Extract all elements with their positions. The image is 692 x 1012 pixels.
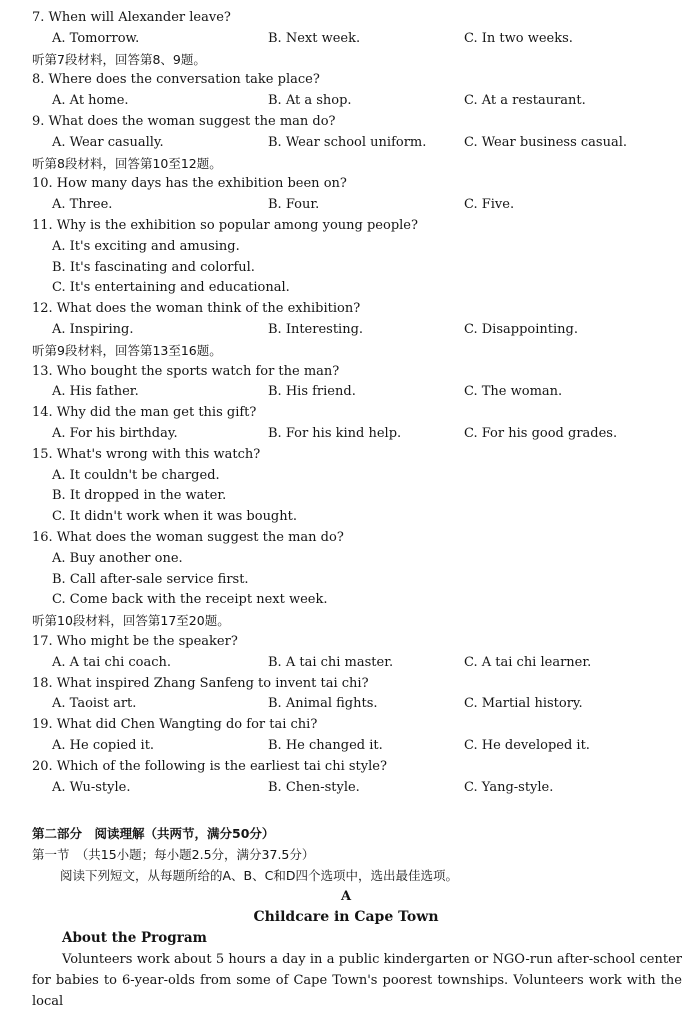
answer-option: C. It didn't work when it was bought. — [52, 509, 297, 525]
answer-option: A. For his birthday. — [52, 426, 178, 441]
answer-option: C. Come back with the receipt next week. — [52, 592, 328, 608]
question-text: 18. What inspired Zhang Sanfeng to invent tai chi? — [32, 675, 369, 691]
answer-option: C. He developed it. — [464, 738, 590, 753]
part2-heading: 第二部分 阅读理解（共两节，满分50分） — [32, 826, 275, 841]
answer-option: B. Wear school uniform. — [268, 134, 427, 150]
answer-option: B. It's fascinating and colorful. — [52, 259, 255, 275]
answer-option: B. Call after-sale service first. — [52, 571, 249, 587]
passage-letter: A — [340, 889, 352, 904]
question-text: 13. Who bought the sports watch for the man? — [32, 363, 340, 379]
question-text: 9. What does the woman suggest the man do? — [32, 114, 336, 129]
answer-option: B. Animal fights. — [268, 696, 378, 712]
answer-option: B. For his kind help. — [268, 426, 402, 441]
question-text: 14. Why did the man get this gift? — [32, 405, 257, 421]
answer-option: A. A tai chi coach. — [52, 654, 172, 670]
answer-option: C. Disappointing. — [464, 322, 578, 337]
answer-option: B. Interesting. — [268, 322, 364, 337]
section-instruction: 听第7段材料，回答第8、9题。 — [32, 51, 206, 67]
answer-option: B. A tai chi master. — [268, 654, 394, 670]
question-text: 12. What does the woman think of the exhibition? — [32, 301, 361, 317]
answer-option: A. His father. — [52, 384, 139, 400]
answer-option: B. He changed it. — [268, 738, 383, 753]
answer-option: A. It's exciting and amusing. — [52, 238, 240, 254]
answer-option: A. Taoist art. — [52, 696, 137, 712]
part2-instruction: 阅读下列短文，从每题所给的A、B、C和D四个选项中，选出最佳选项。 — [60, 868, 458, 883]
question-text: 20. Which of the following is the earliest tai chi style? — [32, 758, 387, 774]
answer-option: A. Tomorrow. — [52, 30, 140, 46]
question-text: 16. What does the woman suggest the man do? — [32, 530, 344, 545]
answer-option: C. In two weeks. — [464, 30, 573, 46]
answer-option: A. Inspiring. — [52, 322, 134, 337]
answer-option: B. Next week. — [268, 30, 361, 46]
answer-option: A. At home. — [52, 93, 129, 109]
section-instruction: 听第8段材料，回答第10至12题。 — [32, 155, 222, 171]
question-text: 19. What did Chen Wangting do for tai chi? — [32, 717, 318, 733]
section-instruction: 听第10段材料，回答第17至20题。 — [32, 613, 230, 629]
answer-option: A. It couldn't be charged. — [52, 467, 220, 483]
answer-option: A. Buy another one. — [52, 550, 183, 566]
answer-option: B. It dropped in the water. — [52, 488, 227, 504]
answer-option: B. Chen-style. — [268, 779, 360, 795]
answer-option: C. It's entertaining and educational. — [52, 280, 290, 296]
question-text: 11. Why is the exhibition so popular among young people? — [32, 218, 418, 233]
question-text: 15. What's wrong with this watch? — [32, 446, 261, 462]
question-text: 7. When will Alexander leave? — [32, 10, 231, 25]
question-text: 8. Where does the conversation take place? — [32, 72, 320, 88]
part2-section1: 第一节 （共15小题；每小题2.5分，满分37.5分） — [32, 847, 315, 862]
answer-option: C. A tai chi learner. — [464, 654, 592, 670]
answer-option: B. At a shop. — [268, 93, 352, 109]
answer-option: C. For his good grades. — [464, 426, 618, 441]
passage-title: Childcare in Cape Town — [253, 909, 439, 925]
answer-option: A. He copied it. — [52, 738, 155, 753]
answer-option: C. Martial history. — [464, 696, 583, 712]
answer-option: A. Wu-style. — [52, 779, 131, 795]
answer-option: A. Wear casually. — [52, 134, 164, 150]
answer-option: B. Four. — [268, 197, 320, 213]
answer-option: C. At a restaurant. — [464, 93, 586, 109]
answer-option: C. Wear business casual. — [464, 134, 628, 150]
answer-option: C. The woman. — [464, 384, 563, 400]
question-text: 17. Who might be the speaker? — [32, 634, 238, 649]
question-text: 10. How many days has the exhibition been on? — [32, 176, 347, 192]
answer-option: A. Three. — [52, 197, 113, 213]
answer-option: C. Yang-style. — [464, 779, 554, 795]
passage-subheading: About the Program — [62, 930, 207, 946]
answer-option: C. Five. — [464, 197, 515, 213]
passage-paragraph: Volunteers work about 5 hours a day in a public kindergarten or NGO-run after-school center for babies to 6-year-olds from some of Cape Town's poorest townships. Volunteers work with the local — [32, 952, 682, 1009]
answer-option: B. His friend. — [268, 384, 356, 400]
section-instruction: 听第9段材料，回答第13至16题。 — [32, 342, 222, 358]
